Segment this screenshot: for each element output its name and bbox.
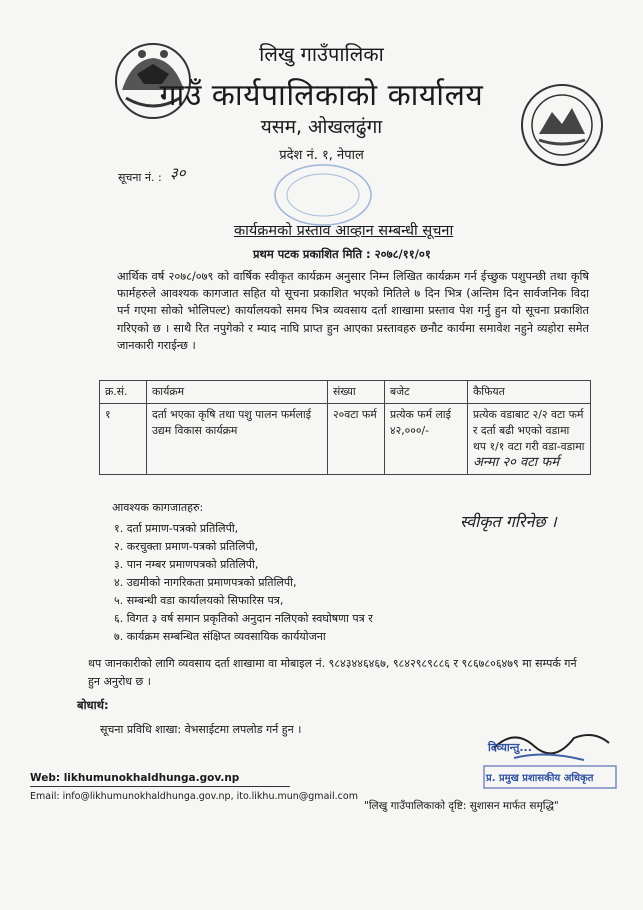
cell-budget: प्रत्येक फर्म लाई ४२,०००/- (385, 404, 468, 475)
list-item: ३. पान नम्बर प्रमाणपत्रको प्रतिलिपी, (114, 558, 259, 571)
list-item: २. करचुक्ता प्रमाण-पत्रको प्रतिलिपी, (114, 540, 259, 553)
handwritten-note-2: स्वीकृत गरिनेछ । (460, 512, 557, 531)
footer-email: Email: info@likhumunokhaldhunga.gov.np, ito.likhu.mun@gmail.com (30, 791, 358, 802)
ref-number: ३० (170, 164, 186, 182)
footer-motto: "लिखु गाउँपालिकाको दृष्टि: सुशासन मार्फत समृद्धि" (364, 800, 559, 812)
cell-program: दर्ता भएका कृषि तथा पशु पालन फर्मलाई उद्यम विकास कार्यक्रम (147, 404, 328, 475)
header-location: यसम, ओखलढुंगा (260, 116, 383, 138)
table-header-sn: क्र.सं. (100, 381, 147, 404)
docs-list (114, 520, 373, 646)
docs-heading: आवश्यक कागजातहरु: (112, 501, 204, 514)
published-date: प्रथम पटक प्रकाशित मिति : २०७८/११/०१ (253, 247, 431, 261)
signature-name: दिव्यान्तु... (488, 741, 532, 754)
list-item: ४. उद्यमीको नागरिकता प्रमाणपत्रको प्रतिलिपी, (114, 576, 297, 589)
program-table (99, 380, 591, 475)
cell-remarks (468, 404, 591, 475)
signature-stamp-icon (474, 708, 624, 803)
signature-title: प्र. प्रमुख प्रशासकीय अधिकृत (486, 773, 594, 784)
bodhartha-label: बोधार्थ: (77, 698, 109, 712)
table-header-remarks: कैफियत (468, 381, 591, 404)
contact-info: थप जानकारीको लागि व्यवसाय दर्ता शाखामा वा मोबाइल नं. ९८४३४४६४६७, ९८४२९८९८८६ र ९८६७८०६४७९ मा सम्पर्क गर्न हुन अनुरोध छ । (88, 657, 577, 688)
footer-divider (30, 786, 290, 787)
table-header-program: कार्यक्रम (147, 381, 328, 404)
table-header-count: संख्या (328, 381, 385, 404)
table-header-row (100, 381, 591, 404)
header-municipality: लिखु गाउँपालिका (259, 42, 384, 66)
list-item: ५. सम्बन्धी वडा कार्यालयको सिफारिस पत्र, (114, 594, 284, 607)
list-item: ७. कार्यक्रम सम्बन्धित संक्षिप्त व्यवसायिक कार्ययोजना (114, 630, 326, 643)
table-header-budget: बजेट (385, 381, 468, 404)
cell-remarks-text: प्रत्येक वडाबाट २/२ वटा फर्म र दर्ता बढी भएको वडामा थप १/१ वटा गरी वडा-वडामा (473, 408, 585, 453)
header-province: प्रदेश नं. १, नेपाल (279, 148, 364, 163)
bodhartha-text: सूचना प्रविधि शाखा: वेभसाईटमा लपलोड गर्न हुन । (100, 723, 302, 736)
cell-count: २०वटा फर्म (328, 404, 385, 475)
cell-sn: १ (100, 404, 147, 475)
table-row (100, 404, 591, 475)
ref-label: सूचना नं. : (118, 171, 162, 184)
footer-website: Web: likhumunokhaldhunga.gov.np (30, 772, 240, 784)
list-item: १. दर्ता प्रमाण-पत्रको प्रतिलिपी, (114, 522, 239, 535)
notice-subject: कार्यक्रमको प्रस्ताव आव्हान सम्बन्धी सूचना (234, 223, 454, 239)
handwritten-note: अन्मा २० वटा फर्म (473, 455, 560, 470)
notice-body: आर्थिक वर्ष २०७८/०७९ को वार्षिक स्वीकृत कार्यक्रम अनुसार निम्न लिखित कार्यक्रम गर्न ईच्छुक पशुपन्छी तथा कृषि फार्महरुले आवश्यक कागजात सहित यो सूचना प्रकाशित भएको मितिले ७ दिन भित्र (अन्तिम दिन सार्वजनिक विदा पर्न गएमा सोको भोलिपल्ट) कार्यालयको समय भित्र व्यवसाय दर्ता शाखामा प्रस्ताव पेश गर्नु हुन यो सूचना प्रकाशित गरिएको छ । साथै रित नपुगेको र म्याद नाघि प्राप्त हुन आएका प्रस्तावहरु छनौट कार्यमा समावेश नहुने व्यहोरा समेत जानकारी गराईन्छ । (117, 270, 589, 352)
header-office: गाउँ कार्यपालिकाको कार्यालय (159, 78, 484, 113)
list-item: ६. विगत ३ वर्ष समान प्रकृतिको अनुदान नलिएको स्वघोषणा पत्र र (114, 612, 373, 625)
